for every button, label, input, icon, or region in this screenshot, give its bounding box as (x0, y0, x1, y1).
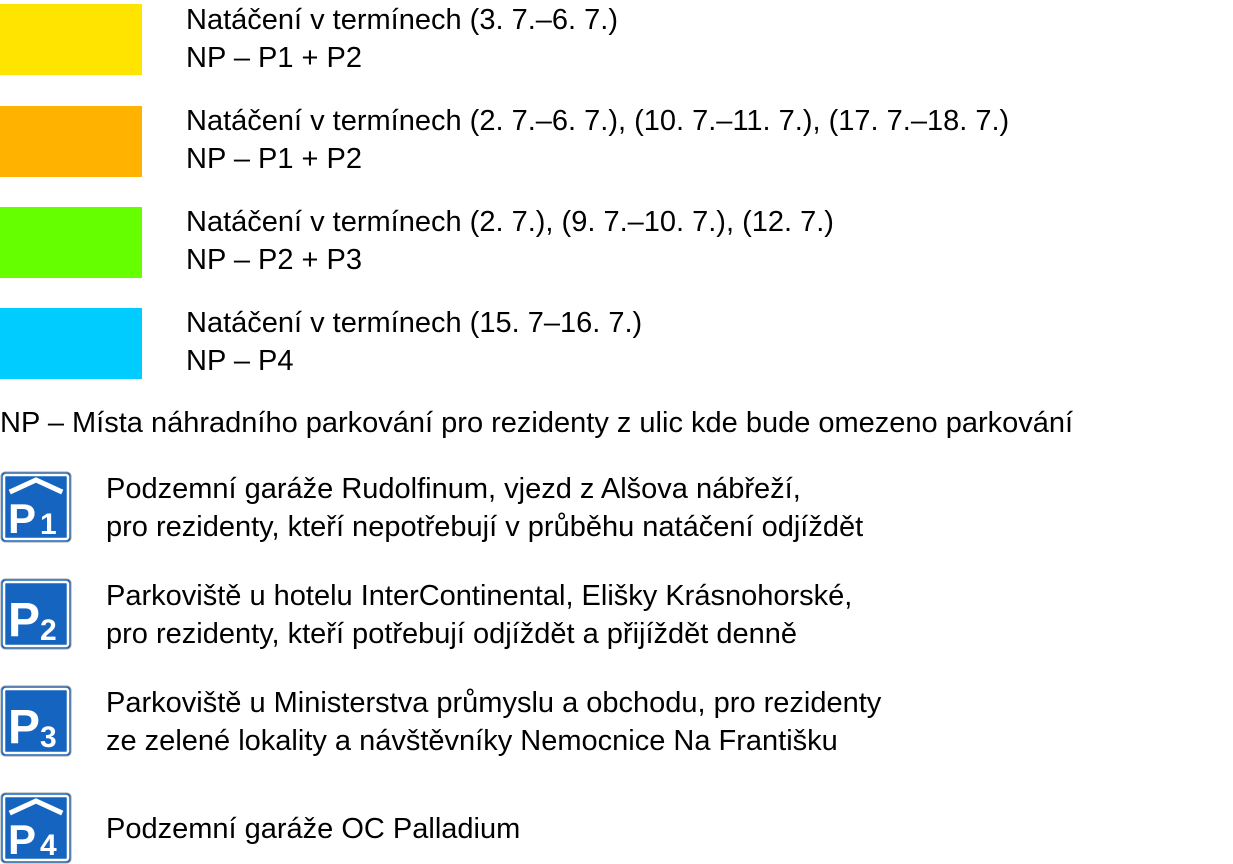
legend-parking: NP – P1 + P2 (186, 143, 362, 175)
parking-line: pro rezidenty, kteří potřebují odjíždět a přijíždět denně (106, 618, 798, 650)
np-explanation: NP – Místa náhradního parkování pro rezidenty z ulic kde bude omezeno parkování (0, 407, 1074, 439)
sign-number: 1 (40, 508, 57, 541)
legend-text (186, 203, 834, 279)
sign-letter: P (8, 594, 41, 647)
sign-letter: P (8, 495, 37, 542)
parking-line: Podzemní garáže OC Palladium (106, 813, 521, 845)
parking-description (106, 577, 852, 653)
legend-swatch-green (0, 207, 142, 278)
legend-dates: Natáčení v termínech (3. 7.–6. 7.) (186, 4, 618, 36)
parking-line: Podzemní garáže Rudolfinum, vjezd z Alšova nábřeží, (106, 473, 801, 505)
legend-text (186, 304, 642, 380)
underground-parking-sign-icon (0, 471, 72, 543)
legend-swatch-orange (0, 106, 142, 177)
sign-letter: P (8, 816, 37, 863)
legend-swatch-yellow (0, 4, 142, 75)
parking-sign-icon (0, 578, 72, 650)
parking-line: Parkoviště u Ministerstva průmyslu a obchodu, pro rezidenty (106, 687, 882, 719)
legend-parking: NP – P1 + P2 (186, 42, 362, 74)
legend-dates: Natáčení v termínech (2. 7.–6. 7.), (10. 7.–11. 7.), (17. 7.–18. 7.) (186, 105, 1010, 137)
legend-parking: NP – P2 + P3 (186, 244, 362, 276)
parking-line: pro rezidenty, kteří nepotřebují v průběhu natáčení odjíždět (106, 511, 864, 543)
parking-line: Parkoviště u hotelu InterContinental, Elišky Krásnohorské, (106, 580, 853, 612)
underground-parking-sign-icon (0, 792, 72, 864)
legend-text (186, 102, 1009, 178)
legend-swatch-blue (0, 308, 142, 379)
legend-parking: NP – P4 (186, 345, 294, 377)
parking-description (106, 684, 881, 760)
sign-number: 2 (40, 614, 57, 647)
sign-number: 4 (40, 829, 57, 862)
sign-number: 3 (40, 721, 57, 754)
parking-description (106, 470, 863, 546)
sign-letter: P (8, 701, 41, 754)
legend-text (186, 1, 618, 77)
parking-sign-icon (0, 685, 72, 757)
parking-line: ze zelené lokality a návštěvníky Nemocnice Na Františku (106, 725, 838, 757)
legend-dates: Natáčení v termínech (2. 7.), (9. 7.–10. 7.), (12. 7.) (186, 206, 834, 238)
parking-description (106, 810, 520, 848)
legend-dates: Natáčení v termínech (15. 7–16. 7.) (186, 307, 643, 339)
